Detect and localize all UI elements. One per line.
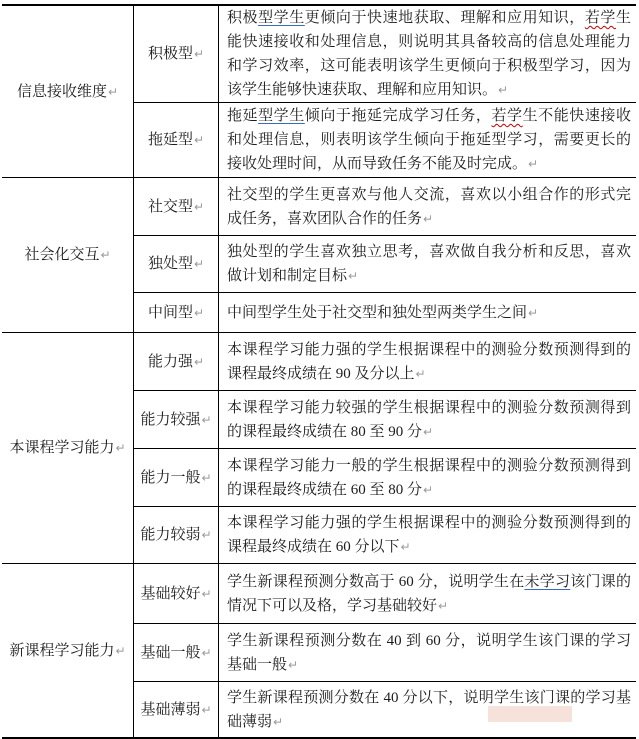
end-of-cell-mark: ↵ <box>423 211 434 226</box>
end-of-cell-mark: ↵ <box>400 540 411 554</box>
description-cell[interactable] <box>219 391 636 448</box>
end-of-cell-mark: ↵ <box>423 424 434 439</box>
category-cell[interactable] <box>2 564 134 737</box>
end-of-cell-mark: ↵ <box>201 586 212 601</box>
description-text: 本课程学习能力强的学生根据课程中的测验分数预测得到的课程最终成绩在 60 分以下↵ <box>227 515 631 555</box>
description-text: 社交型的学生更喜欢与他人交流，喜欢以小组合作的形式完成任务，喜欢团队合作的任务↵ <box>227 186 631 227</box>
table-row <box>134 6 636 102</box>
end-of-cell-mark: ↵ <box>107 84 119 99</box>
description-text: 独处型的学生喜欢独立思考，喜欢做自我分析和反思，喜欢做计划和制定目标↵ <box>227 244 631 284</box>
type-label: 能力较强↵ <box>140 411 212 428</box>
type-cell[interactable] <box>134 449 219 506</box>
category-label: 社会化交互↵ <box>24 247 111 263</box>
table-row <box>134 333 636 390</box>
type-cell[interactable] <box>134 391 219 448</box>
table-row <box>134 623 636 681</box>
end-of-cell-mark: ↵ <box>348 269 359 283</box>
description-text: 拖延型学生倾向于拖延完成学习任务，若学生不能快速接收和处理信息，则表明该学生倾向于拖延型学习，需要更长的接收处理时间，从而导致任务不能及时完成。↵ <box>227 108 631 172</box>
table-row <box>134 506 636 563</box>
end-of-cell-mark: ↵ <box>193 47 205 61</box>
description-cell[interactable] <box>219 507 636 563</box>
category-cell[interactable] <box>2 6 134 177</box>
description-text: 学生新课程预测分数在 40 到 60 分，说明学生该门课的学习基础一般↵ <box>227 632 631 673</box>
end-of-cell-mark: ↵ <box>528 305 539 320</box>
description-cell[interactable] <box>219 103 636 177</box>
description-cell[interactable] <box>219 449 636 506</box>
description-cell[interactable] <box>219 6 636 102</box>
end-of-cell-mark: ↵ <box>193 257 205 271</box>
table-section-social-interaction <box>2 177 636 332</box>
end-of-cell-mark: ↵ <box>193 133 205 147</box>
description-text: 本课程学习能力较强的学生根据课程中的测验分数预测得到的课程最终成绩在 80 至 90 分↵ <box>227 399 631 440</box>
category-cell[interactable] <box>2 333 134 563</box>
type-label: 积极型↵ <box>147 46 205 62</box>
type-label: 能力一般↵ <box>140 469 212 486</box>
end-of-cell-mark: ↵ <box>193 354 205 369</box>
category-label: 本课程学习能力↵ <box>9 440 126 456</box>
table-row <box>134 448 636 506</box>
type-cell[interactable] <box>134 178 219 235</box>
end-of-cell-mark: ↵ <box>115 441 126 455</box>
end-of-cell-mark: ↵ <box>438 598 449 613</box>
description-text: 学生新课程预测分数高于 60 分，说明学生在未学习该门课的情况下可以及格，学习基础较好↵ <box>227 573 631 614</box>
type-label: 独处型↵ <box>147 256 205 272</box>
description-cell[interactable] <box>219 564 636 623</box>
type-label: 中间型↵ <box>147 304 205 321</box>
end-of-cell-mark: ↵ <box>201 412 212 427</box>
end-of-cell-mark: ↵ <box>423 482 434 497</box>
description-text: 本课程学习能力一般的学生根据课程中的测验分数预测得到的课程最终成绩在 60 至 80 分↵ <box>227 457 631 498</box>
category-label: 新课程学习能力↵ <box>9 642 126 659</box>
description-cell[interactable] <box>219 682 636 737</box>
end-of-cell-mark: ↵ <box>100 248 111 262</box>
end-of-cell-mark: ↵ <box>193 305 205 320</box>
table-section-current-course-ability <box>2 332 636 563</box>
type-cell[interactable] <box>134 103 219 177</box>
table-row <box>134 390 636 448</box>
table-section-info-reception <box>2 6 636 177</box>
type-label: 基础较好↵ <box>140 585 212 602</box>
end-of-cell-mark: ↵ <box>193 199 205 214</box>
section-rows <box>134 178 636 332</box>
category-label: 信息接收维度↵ <box>16 83 119 100</box>
description-cell[interactable] <box>219 333 636 390</box>
end-of-cell-mark: ↵ <box>528 157 539 171</box>
table-row <box>134 235 636 292</box>
type-cell[interactable] <box>134 624 219 681</box>
end-of-cell-mark: ↵ <box>201 702 212 717</box>
end-of-cell-mark: ↵ <box>415 366 426 381</box>
table-row <box>134 102 636 177</box>
description-text: 中间型学生处于社交型和独处型两类学生之间↵ <box>227 304 539 321</box>
description-text: 学生新课程预测分数在 40 分以下，说明学生该门课的学习基础薄弱↵ <box>227 689 631 730</box>
description-text: 积极型学生更倾向于快速地获取、理解和应用知识，若学生能快速接收和处理信息，则说明其具备较高的信息处理能力和学习效率，这可能表明该学生更倾向于积极型学习，因为该学生能够快速获取、理解和应用知识。↵ <box>227 10 631 98</box>
end-of-cell-mark: ↵ <box>201 528 212 542</box>
table-row <box>134 564 636 623</box>
table-row <box>134 292 636 332</box>
type-cell[interactable] <box>134 507 219 563</box>
type-cell[interactable] <box>134 564 219 623</box>
description-cell[interactable] <box>219 293 636 332</box>
learner-type-table <box>2 4 636 739</box>
description-cell[interactable] <box>219 624 636 681</box>
type-cell[interactable] <box>134 293 219 332</box>
type-cell[interactable] <box>134 682 219 737</box>
type-label: 能力强↵ <box>147 353 205 370</box>
end-of-cell-mark: ↵ <box>498 83 509 97</box>
end-of-cell-mark: ↵ <box>115 643 126 658</box>
type-label: 基础一般↵ <box>140 644 212 661</box>
table-row <box>134 178 636 235</box>
section-rows <box>134 6 636 177</box>
end-of-cell-mark: ↵ <box>201 645 212 660</box>
description-cell[interactable] <box>219 178 636 235</box>
type-label: 能力较弱↵ <box>140 527 212 543</box>
section-rows <box>134 333 636 563</box>
type-label: 社交型↵ <box>147 198 205 215</box>
type-cell[interactable] <box>134 6 219 102</box>
end-of-cell-mark: ↵ <box>273 714 284 729</box>
type-label: 拖延型↵ <box>147 132 205 148</box>
type-cell[interactable] <box>134 333 219 390</box>
description-text: 本课程学习能力强的学生根据课程中的测验分数预测得到的课程最终成绩在 90 及分以上↵ <box>227 341 631 382</box>
end-of-cell-mark: ↵ <box>201 470 212 485</box>
end-of-cell-mark: ↵ <box>288 657 299 672</box>
category-cell[interactable] <box>2 178 134 332</box>
description-cell[interactable] <box>219 236 636 292</box>
type-label: 基础薄弱↵ <box>140 701 212 718</box>
highlight-artifact <box>488 706 572 722</box>
type-cell[interactable] <box>134 236 219 292</box>
